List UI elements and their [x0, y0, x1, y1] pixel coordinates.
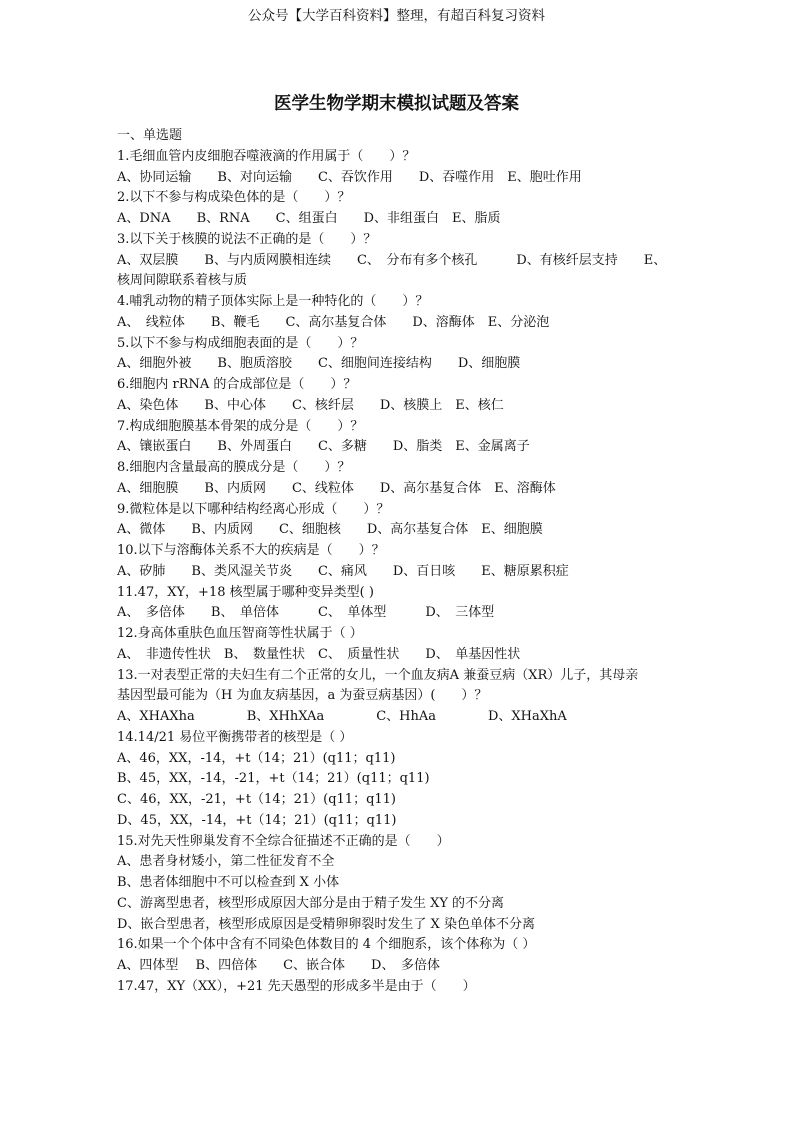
text-line: D、嵌合型患者，核型形成原因是受精卵卵裂时发生了 X 染色单体不分离	[117, 916, 535, 932]
text-line: 16.如果一个个体中含有不同染色体数目的 4 个细胞系，该个体称为（ ）	[117, 937, 536, 953]
text-line: A、DNA B、RNA C、组蛋白 D、非组蛋白 E、脂质	[117, 211, 501, 226]
text-line: 13.一对表型正常的夫妇生有二个正常的女儿，一个血友病A 兼蚕豆病（XR）儿子，其母亲	[117, 667, 639, 683]
text-line: 17.47，XY（XX），+21 先天愚型的形成多半是由于（ ）	[117, 978, 476, 994]
text-line: A、染色体 B、中心体 C、核纤层 D、核膜上 E、核仁	[117, 397, 504, 413]
text-line: 10.以下与溶酶体关系不大的疾病是（ ）？	[117, 543, 385, 558]
text-line: 一、单选题	[117, 128, 183, 143]
text-line: 12.身高体重肤色血压智商等性状属于（ ）	[117, 626, 363, 641]
text-line: 11.47，XY，+18 核型属于哪种变异类型( )	[117, 584, 374, 600]
text-line: B、45，XX，-14，-21，+t（14；21）(q11；q11)	[117, 771, 430, 787]
text-line: A、镶嵌蛋白 B、外周蛋白 C、多糖 D、脂类 E、金属离子	[117, 439, 530, 455]
text-line: A、XHAXha B、XHhXAa C、HhAa D、XHaXhA	[117, 709, 567, 724]
text-line: 14.14/21 易位平衡携带者的核型是（ ）	[117, 729, 353, 745]
text-line: A、 线粒体 B、鞭毛 C、高尔基复合体 D、溶酶体 E、分泌泡	[117, 314, 550, 330]
document-body	[117, 126, 697, 998]
text-line: C、46，XX，-21，+t（14；21）(q11；q11)	[117, 792, 397, 807]
text-line: A、协同运输 B、对向运输 C、吞饮作用 D、吞噬作用 E、胞吐作用	[117, 169, 582, 185]
text-line: B、患者体细胞中不可以检查到 X 小体	[117, 875, 340, 890]
text-line: 8.细胞内含量最高的膜成分是（ ）？	[117, 460, 351, 475]
text-line: 3.以下关于核膜的说法不正确的是（ ）？	[117, 231, 377, 247]
text-line: A、四体型 B、四倍体 C、嵌合体 D、 多倍体	[117, 958, 440, 973]
text-line: 7.构成细胞膜基本骨架的成分是（ ）？	[117, 418, 364, 434]
text-line: 6.细胞内 rRNA 的合成部位是（ ）？	[117, 377, 357, 392]
text-line: 1.毛细血管内皮细胞吞噬液滴的作用属于（ ）？	[117, 148, 416, 164]
text-line: 4.哺乳动物的精子顶体实际上是一种特化的（ ）？	[117, 294, 429, 309]
text-line: A、细胞膜 B、内质网 C、线粒体 D、高尔基复合体 E、溶酶体	[117, 480, 556, 496]
text-line: A、双层膜 B、与内质网膜相连续 C、 分布有多个核孔 D、有核纤层支持 E、	[117, 252, 667, 268]
text-line: C、游离型患者，核型形成原因大部分是由于精子发生 XY 的不分离	[117, 895, 505, 911]
text-line: 5.以下不参与构成细胞表面的是（ ）？	[117, 335, 364, 351]
text-line: 基因型最可能为（H 为血友病基因，a 为蚕豆病基因）( ）？	[117, 688, 488, 704]
text-line: A、 非遗传性状 B、 数量性状 C、 质量性状 D、 单基因性状	[117, 646, 521, 662]
text-line: A、矽肺 B、类风湿关节炎 C、痛风 D、百日咳 E、糖原累积症	[117, 563, 569, 579]
page-header: 公众号【大学百科资料】整理，有超百科复习资料	[248, 8, 545, 24]
text-line: A、患者身材矮小，第二性征发育不全	[117, 854, 335, 870]
text-line: A、46，XX，-14，+t（14；21）(q11；q11)	[117, 750, 396, 766]
text-line: 15.对先天性卵巢发育不全综合征描述不正确的是（ ）	[117, 833, 450, 849]
text-line: 2.以下不参与构成染色体的是（ ）？	[117, 190, 351, 206]
text-line: A、细胞外被 B、胞质溶胶 C、细胞间连接结构 D、细胞膜	[117, 356, 521, 372]
text-line: A、微体 B、内质网 C、细胞核 D、高尔基复合体 E、细胞膜	[117, 522, 543, 538]
text-line: 9.微粒体是以下哪种结构经离心形成（ ）？	[117, 501, 390, 517]
text-line: D、45，XX，-14，+t（14；21）(q11；q11)	[117, 812, 397, 828]
text-line: A、 多倍体 B、 单倍体 C、 单体型 D、 三体型	[117, 605, 495, 621]
text-line: 核周间隙联系着核与质	[117, 273, 248, 289]
document-title: 医学生物学期末模拟试题及答案	[274, 94, 519, 114]
